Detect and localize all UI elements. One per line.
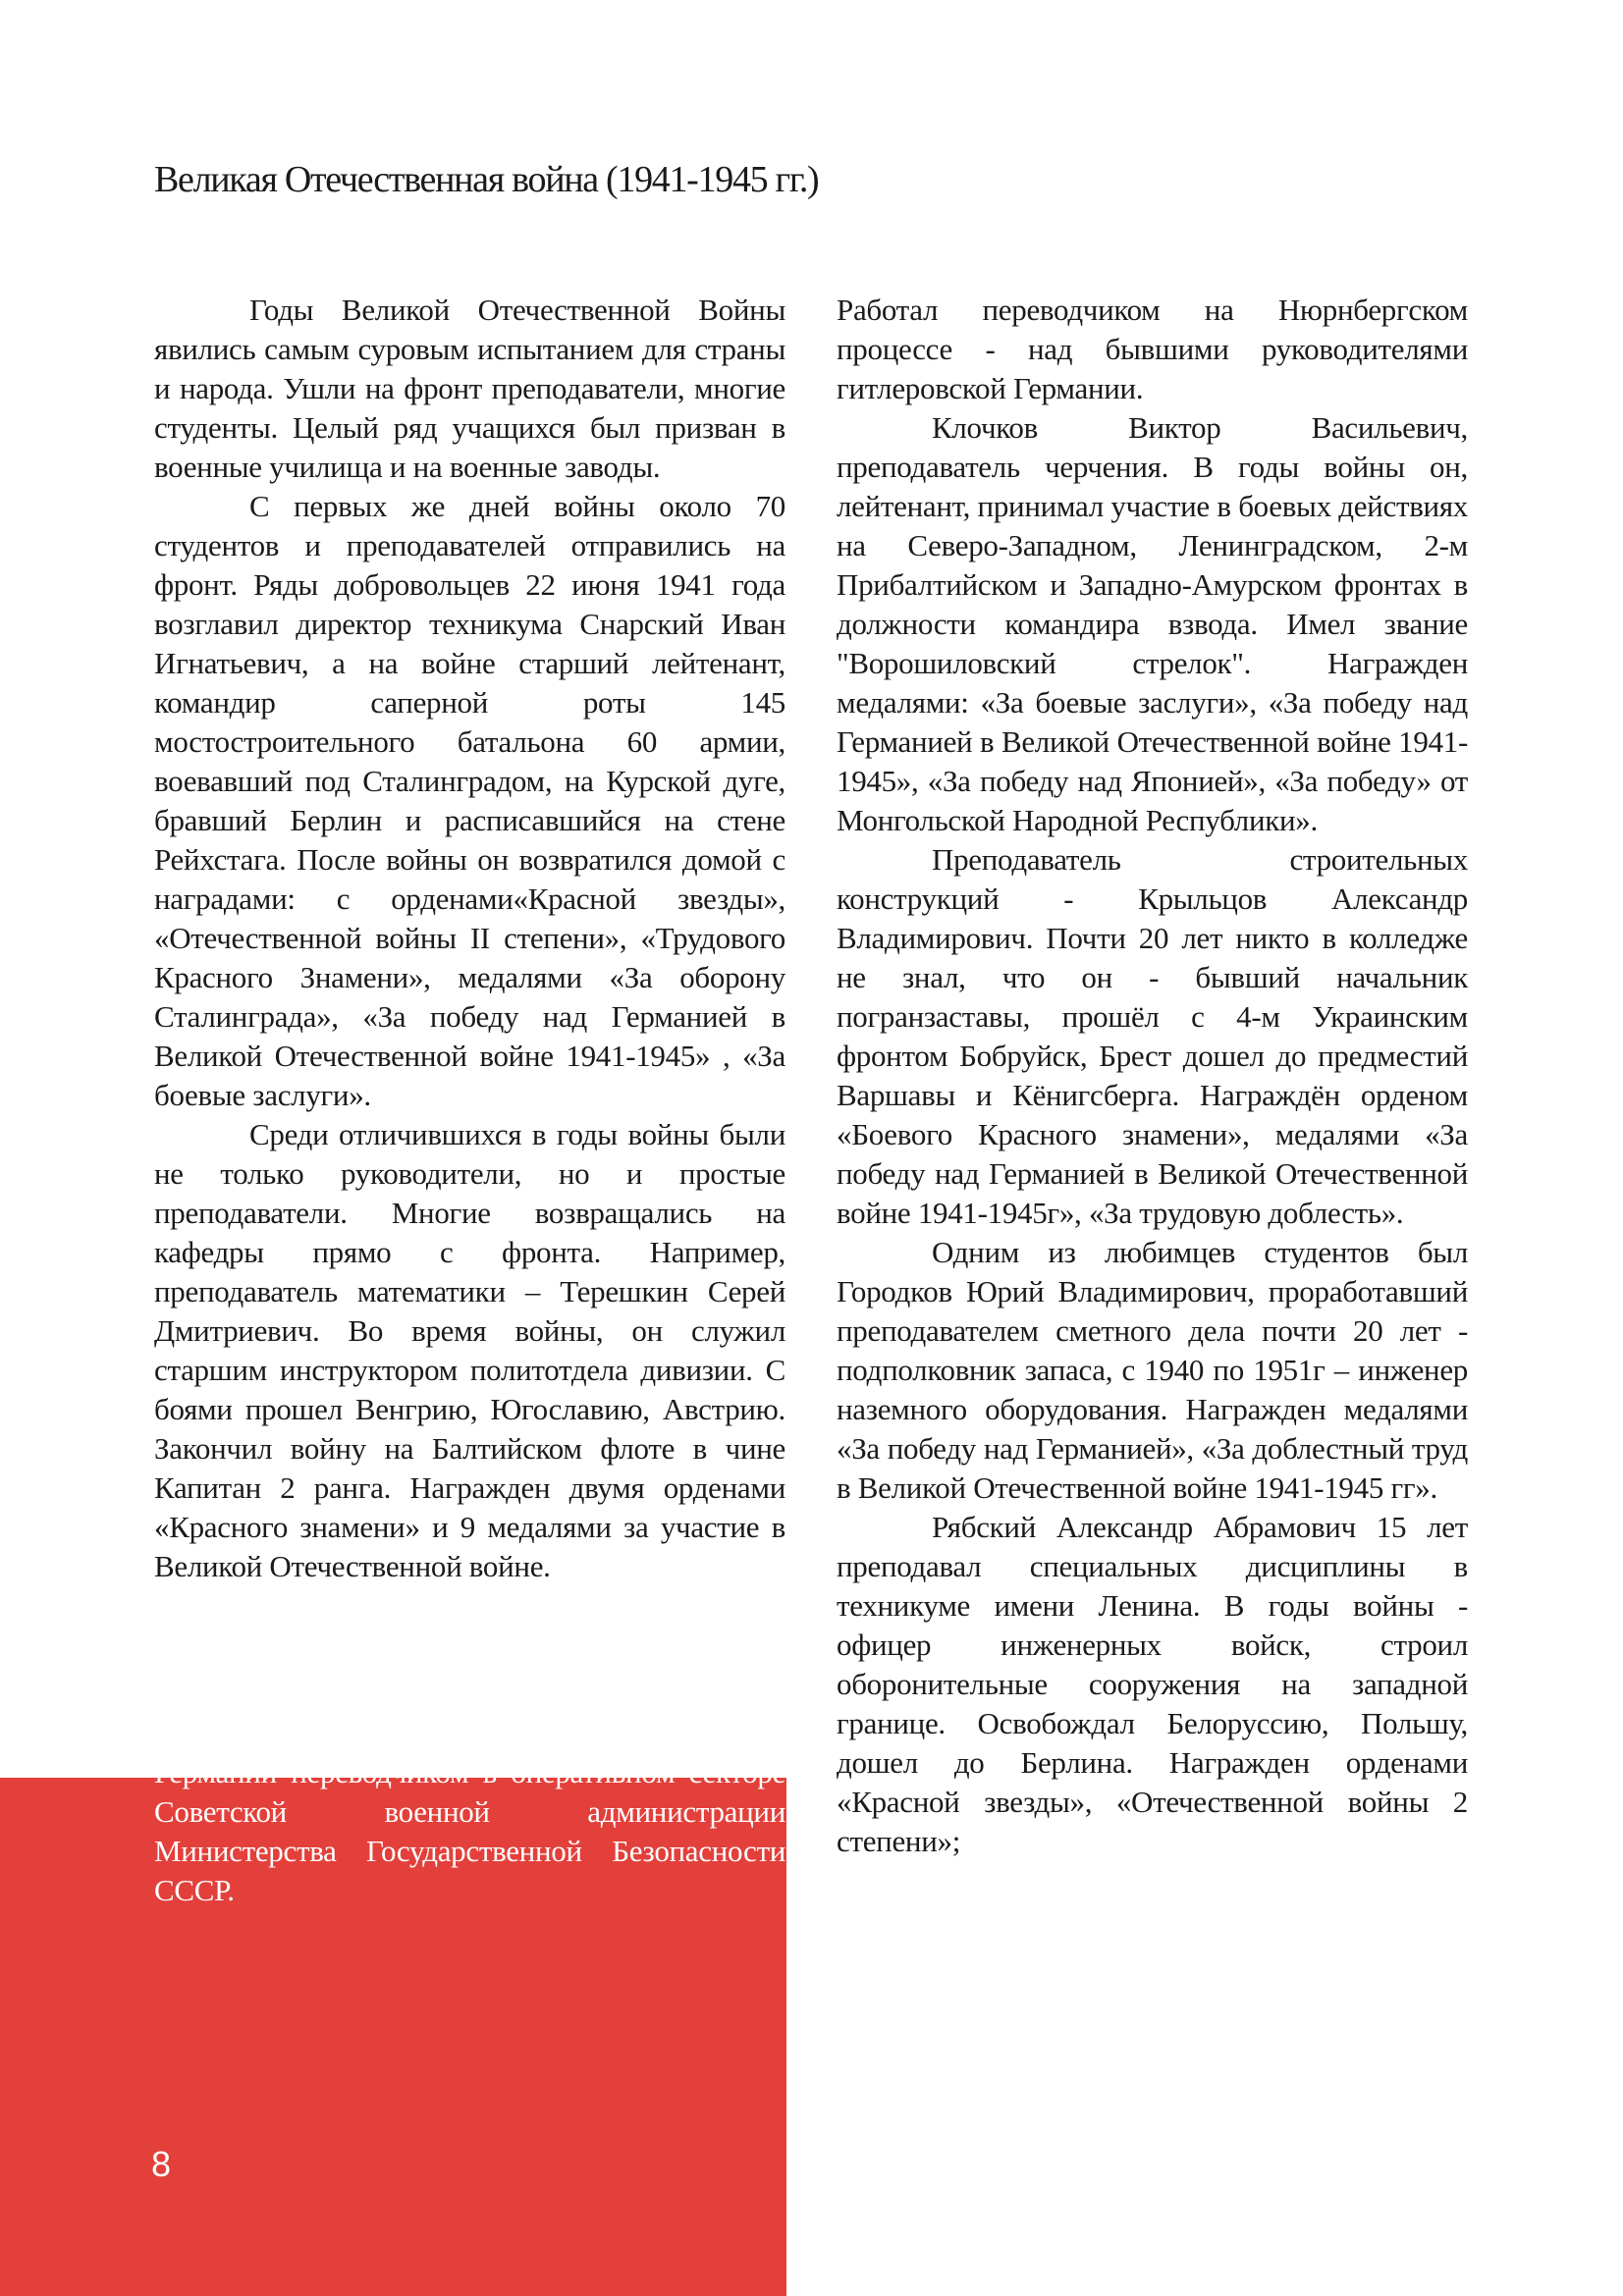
page-number: 8: [151, 2144, 172, 2184]
paragraph-ryabsky: Рябский Александр Абрамович 15 лет преподавал специальных дисциплины в техникуме имени Ленина. В годы войны - офицер инженерных войск, строил оборонительные сооружения на западной границе. Освобождал Белоруссию, Польшу, дошел до Берлина. Награжден орденами «Красной звезды», «Отечественной войны 2 степени»;: [837, 1510, 1468, 1858]
paragraph-gorodkov: Одним из любимцев студентов был Городков Юрий Владимирович, проработавший преподавателем сметного дела почти 20 лет - подполковник запаса, с 1940 по 1951г – инженер наземного оборудования. Награжден медалями «За победу над Германией», «За доблестный труд в Великой Отечественной войне 1941-1945 гг».: [837, 1235, 1468, 1505]
right-column: [837, 291, 1468, 1861]
paragraph-tereshkin: Среди отличившихся в годы войны были не только руководители, но и простые преподаватели. Многие возвращались на кафедры прямо с фронта. Например, преподаватель математики – Терешкин Серей Дмитриевич. Во время войны, он служил старшим инструктором политотдела дивизии. С боями прошел Венгрию, Югославию, Австрию. Закончил войну на Балтийском флоте в чине Капитан 2 ранга. Награжден двумя орденами «Красного знамени» и 9 медалями за участие в Великой Отечественной войне.: [154, 1117, 785, 1583]
left-column: [154, 291, 785, 1910]
paragraph-war-years: Годы Великой Отечественной Войны явились самым суровым испытанием для страны и народа. Ушли на фронт преподаватели, многие студенты. Целый ряд учащихся был призван в военные училища и на военные заводы.: [154, 293, 785, 484]
paragraph-snarsky: С первых же дней войны около 70 студентов и преподавателей отправились на фронт. Ряды добровольцев 22 июня 1941 года возглавил директор техникума Снарский Иван Игнатьевич, а на войне старший лейтенант, командир саперной роты 145 мостостроительного батальона 60 армии, воевавший под Сталинградом, на Курской дуге, бравший Берлин и расписавшийся на стене Рейхстага. После войны он возвратился домой с наградами: с орденами«Красной звезды», «Отечественной войны II степени», «Трудового Красного Знамени», медалями «За оборону Сталинграда», «За победу над Германией в Великой Отечественной войне 1941-1945» , «За боевые заслуги».: [154, 489, 785, 1112]
paragraph-klochkov: Клочков Виктор Васильевич, преподаватель черчения. В годы войны он, лейтенант, принимал участие в боевых действиях на Северо-Западном, Ленинградском, 2-м Прибалтийском и Западно-Амурском фронтах в должности командира взвода. Имел звание "Ворошиловский стрелок". Награжден медалями: «За боевые заслуги», «За победу над Германией в Великой Отечественной войне 1941-1945», «За победу над Японией», «За победу» от Монгольской Народной Республики».: [837, 410, 1468, 837]
paragraph-draznin: Дразнин Исаак Моисеевич, преподаватель физики - воевал на Западном фронте. В 1944г. попал к французским партизанам. После войны, до 47г. работал в Германии переводчиком в оперативном секторе Советской военной администрации Министерства Государственной Безопасности СССР.: [154, 1598, 785, 1907]
paragraph-nuremberg: Работал переводчиком на Нюрнбергском процессе - над бывшими руководителями гитлеровской Германии.: [837, 293, 1468, 405]
paragraph-krylcov: Преподаватель строительных конструкций - Крыльцов Александр Владимирович. Почти 20 лет никто в колледже не знал, что он - бывший начальник погранзаставы, прошёл с 4-м Украинским фронтом Бобруйск, Брест дошел до предместий Варшавы и Кёнигсберга. Награждён орденом «Боевого Красного знамени», медалями «За победу над Германией в Великой Отечественной войне 1941-1945г», «За трудовую доблесть».: [837, 842, 1468, 1230]
page-title: Великая Отечественная война (1941-1945 гг.): [154, 159, 819, 200]
